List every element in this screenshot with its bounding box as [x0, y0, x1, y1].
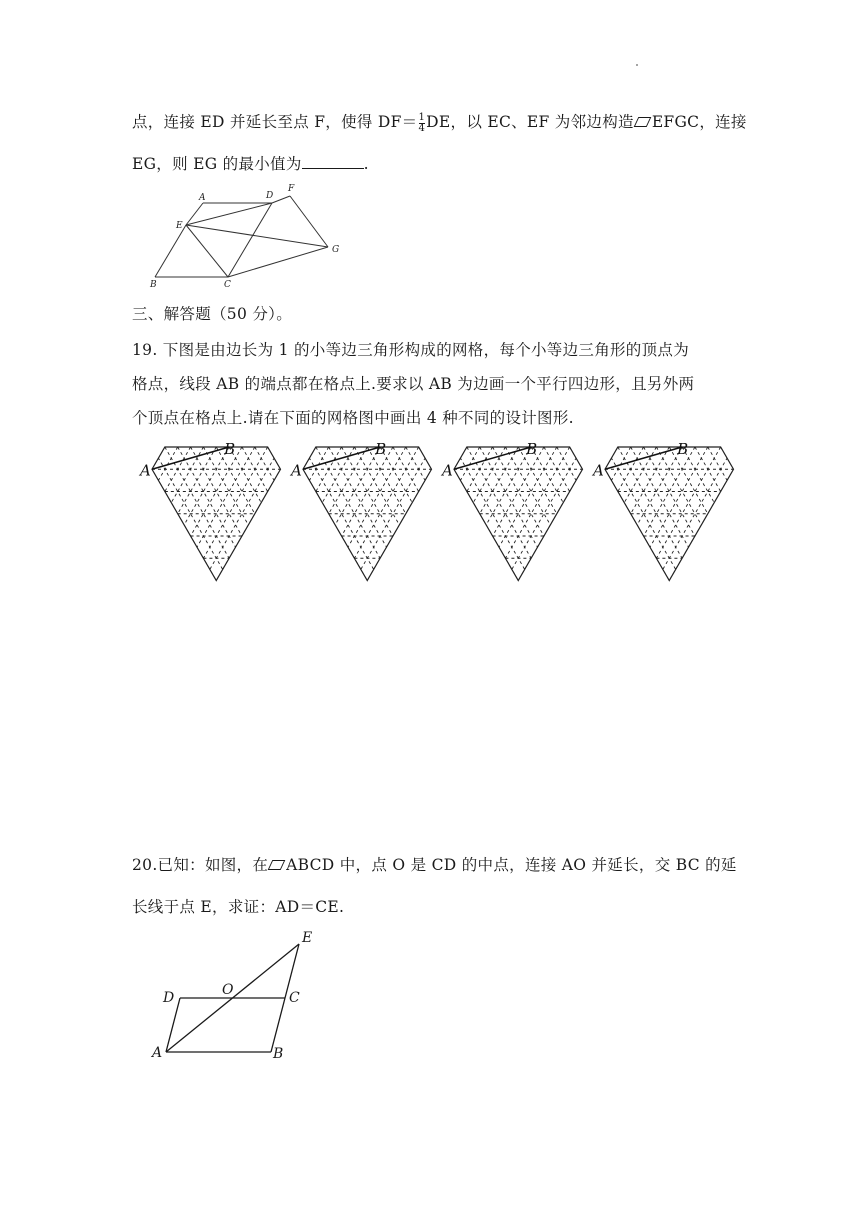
label-G: G — [332, 245, 340, 255]
parallelogram-symbol-icon — [268, 860, 286, 870]
label-B: B — [273, 1046, 284, 1062]
q20-line-2: 长线于点 E，求证：AD＝CE. — [132, 898, 345, 916]
q19-line-2: 格点，线段 AB 的端点都在格点上.要求以 AB 为边画一个平行四边形，且另外两 — [132, 375, 695, 393]
label-E: E — [302, 930, 313, 946]
label-A: A — [291, 461, 302, 480]
q18-figure — [0, 0, 860, 300]
label-C: C — [289, 990, 300, 1006]
fraction-one-quarter: $\frac{1}{4}$ — [418, 111, 426, 134]
label-B: B — [375, 440, 387, 458]
q20-line-1: 20.已知：如图，在 ABCD 中，点 O 是 CD 的中点，连接 AO 并延长，交 BC 的延 — [132, 856, 737, 874]
triangle-grid-3 — [261, 440, 698, 625]
q19-line-3: 个顶点在格点上.请在下面的网格图中画出 4 种不同的设计图形. — [132, 409, 574, 427]
triangle-grid-2 — [110, 440, 547, 625]
label-O: O — [222, 982, 234, 998]
label-A: A — [140, 461, 151, 480]
q19-grid-figures — [0, 442, 860, 632]
label-B: B — [526, 440, 538, 458]
label-A: A — [442, 461, 453, 480]
q18-line-2: EG，则 EG 的最小值为 . — [132, 155, 369, 173]
q18-line-1: 点，连接 ED 并延长至点 F，使得 DF＝ $\frac{1}{4}$ DE，以 EC、EF 为邻边构造 EFGC，连接 — [132, 111, 747, 134]
label-D: D — [163, 990, 175, 1006]
label-F: F — [288, 184, 295, 194]
label-C: C — [224, 280, 231, 290]
label-D: D — [266, 191, 274, 201]
label-B: B — [224, 440, 236, 458]
section-3-title: 三、解答题（50 分）。 — [132, 305, 293, 323]
triangle-grid-1 — [0, 440, 396, 625]
label-E: E — [176, 221, 183, 231]
label-B: B — [677, 440, 689, 458]
q20-figure — [0, 920, 860, 1070]
triangle-grid-4 — [412, 440, 849, 625]
label-A: A — [152, 1045, 163, 1061]
label-A: A — [593, 461, 604, 480]
label-B: B — [150, 280, 157, 290]
label-A: A — [199, 193, 206, 203]
q19-line-1: 19. 下图是由边长为 1 的小等边三角形构成的网格，每个小等边三角形的顶点为 — [132, 341, 689, 359]
